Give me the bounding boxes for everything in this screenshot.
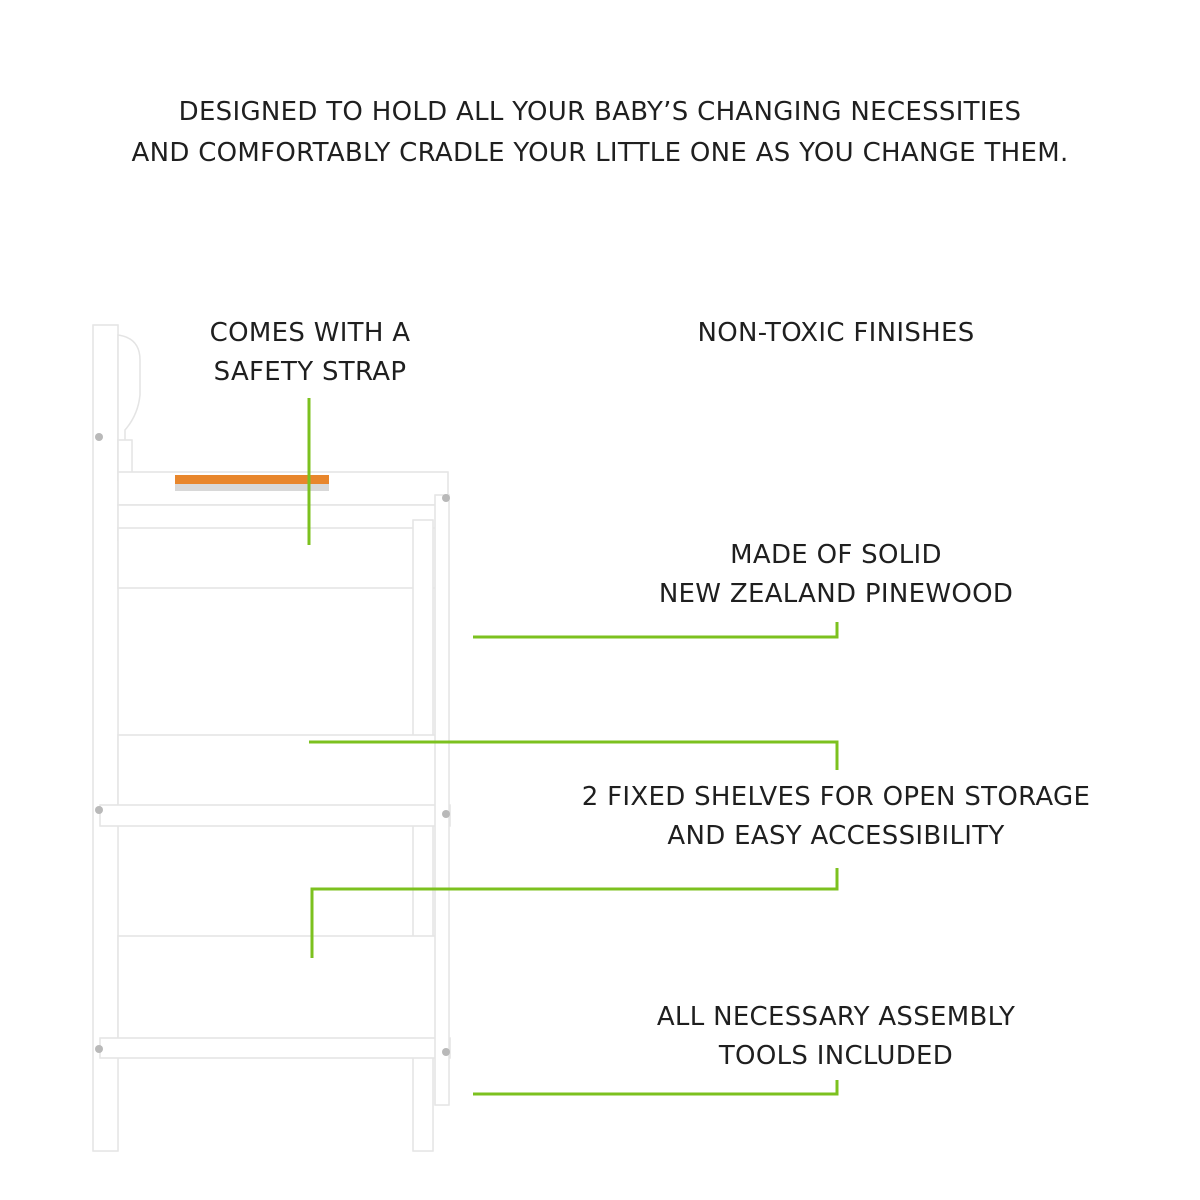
callout-tools — [586, 998, 1086, 1076]
leader-tools — [473, 1080, 837, 1094]
headline-line-1: DESIGNED TO HOLD ALL YOUR BABY’S CHANGING NECESSITIES — [178, 97, 1022, 127]
bolt — [442, 494, 450, 502]
rear-right-post — [435, 495, 449, 1105]
callout-non-toxic — [636, 314, 1036, 353]
bolt — [442, 1048, 450, 1056]
middle-shelf-lip — [100, 805, 450, 826]
bolt — [95, 433, 103, 441]
callout-pinewood — [586, 536, 1086, 614]
safety-strap-label — [175, 475, 329, 491]
callout-pinewood-line-1: MADE OF SOLID — [730, 540, 942, 570]
callout-safety-strap — [160, 314, 460, 392]
headline-line-2: AND COMFORTABLY CRADLE YOUR LITTLE ONE AS YOU CHANGE THEM. — [131, 138, 1069, 168]
callout-shelves-line-1: 2 FIXED SHELVES FOR OPEN STORAGE — [581, 782, 1091, 812]
callout-non-toxic-line-1: NON-TOXIC FINISHES — [697, 318, 975, 348]
callout-shelves-line-2: AND EASY ACCESSIBILITY — [667, 821, 1005, 851]
bolt — [95, 1045, 103, 1053]
bolt — [442, 810, 450, 818]
callout-safety-strap-line-1: COMES WITH A — [209, 318, 411, 348]
rear-left-post — [93, 325, 118, 1151]
callout-pinewood-line-2: NEW ZEALAND PINEWOOD — [658, 579, 1014, 609]
callout-tools-line-2: TOOLS INCLUDED — [718, 1041, 954, 1071]
bottom-shelf — [118, 936, 438, 1040]
top-tray-lower — [118, 528, 440, 588]
bottom-shelf-lip — [100, 1038, 450, 1058]
callout-tools-line-1: ALL NECESSARY ASSEMBLY — [656, 1002, 1016, 1032]
changing-table — [93, 325, 450, 1151]
callout-safety-strap-line-2: SAFETY STRAP — [213, 357, 407, 387]
bolt — [95, 806, 103, 814]
callout-shelves — [536, 778, 1136, 856]
leader-pinewood — [473, 622, 837, 637]
